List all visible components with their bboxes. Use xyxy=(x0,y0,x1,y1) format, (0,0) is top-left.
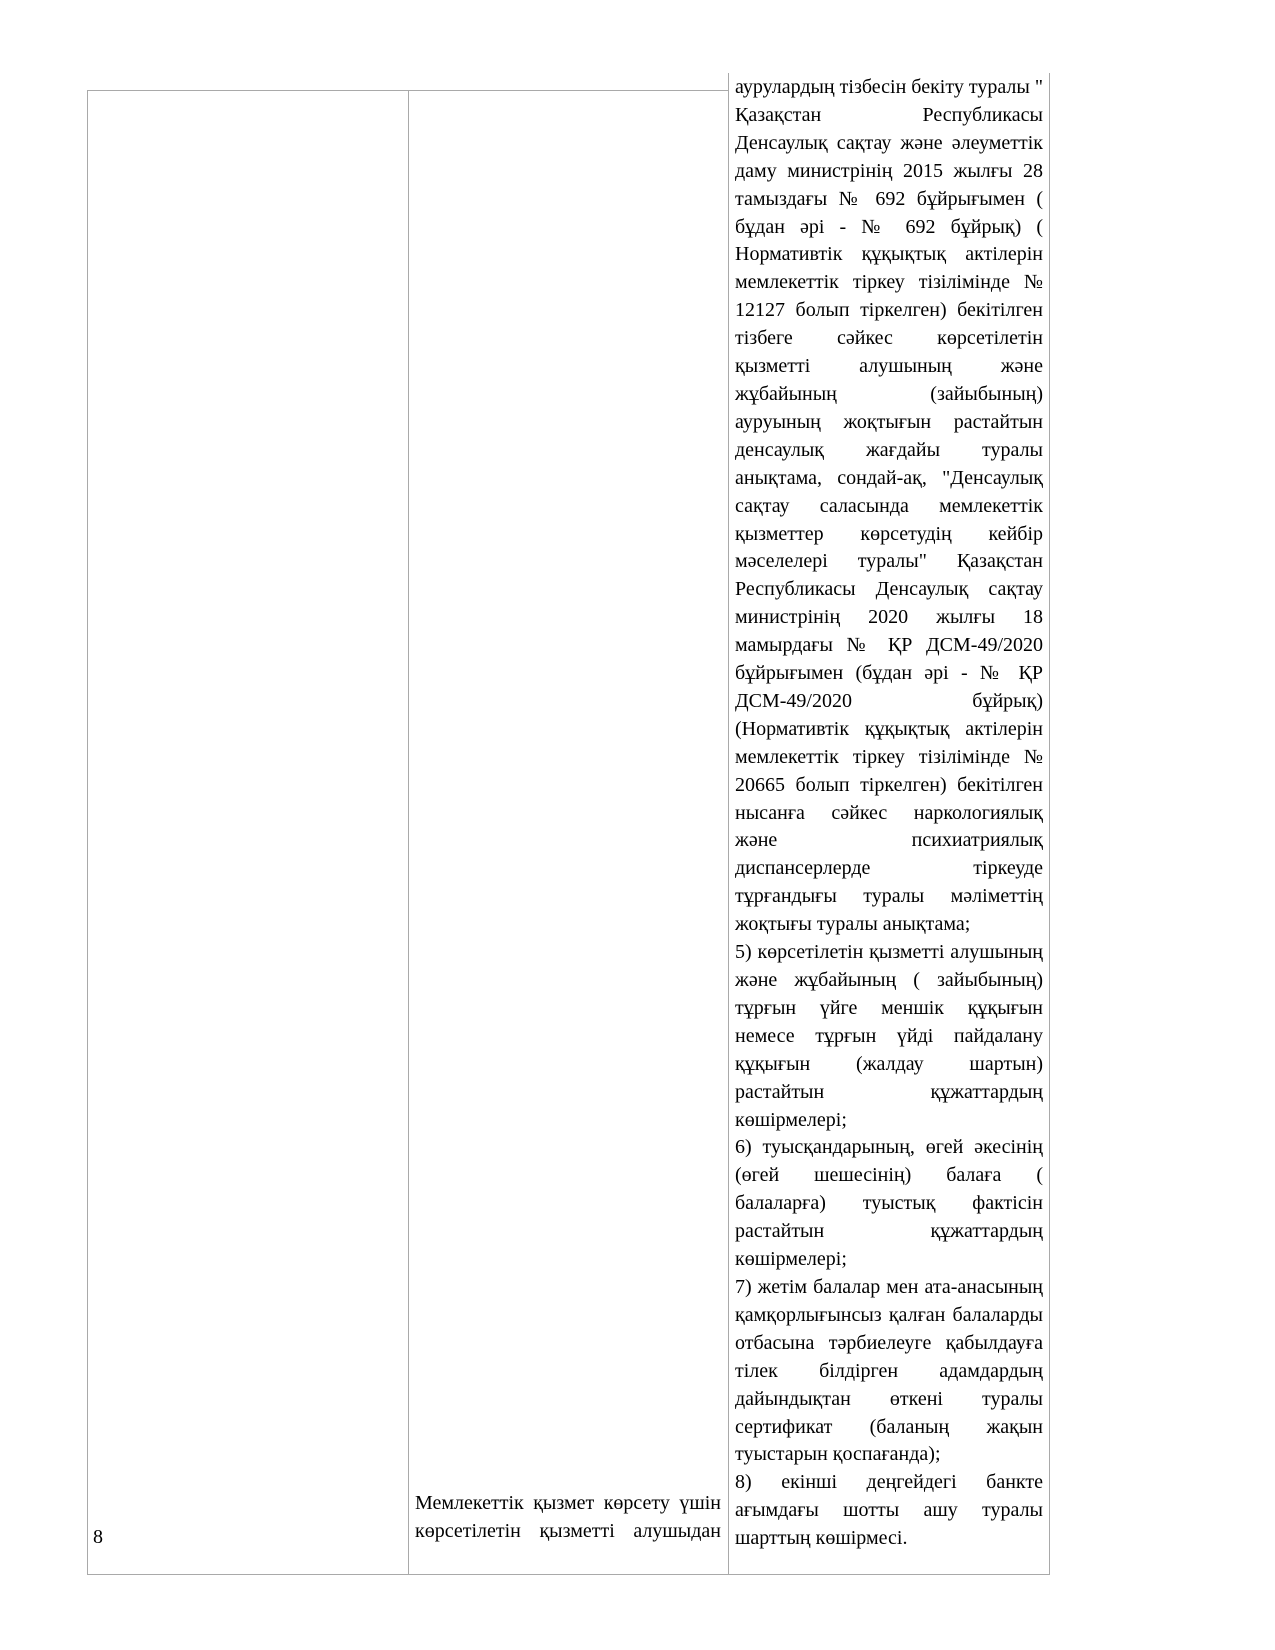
table-row-top-border xyxy=(87,90,729,91)
table-border-col1-col2 xyxy=(408,90,409,1574)
table-border-right xyxy=(1049,73,1050,1574)
request-source-cell: Мемлекеттік қызмет көрсету үшін көрсетілетін қызметті алушыдан xyxy=(415,1492,721,1542)
documents-paragraph-item-7: 7) жетім балалар мен ата-анасының қамқорлығынсыз қалған балаларды отбасына тәрбиелеуге қабылдауға тілек білдірген адамдардың дайындықтан өткені туралы сертификат (баланың жақын туыстарын қоспағанда); xyxy=(735,1275,1043,1466)
documents-paragraph-continuation: аурулардың тізбесін бекіту туралы " Қазақстан Республикасы Денсаулық сақтау және әлеуметтік даму министрінің 2015 жылғы 28 тамыздағы № 692 бұйрығымен ( бұдан әрі - № 692 бұйрық) ( Нормативтік құқықтық актілерін мемлекеттік тіркеу тізілімінде № 12127 болып тіркелген) бекітілген тізбеге сәйкес көрсетілетін қызметті алушының және жұбайының (зайыбының) ауруының жоқтығын растайтын денсаулық жағдайы туралы анықтама, сондай-ақ, "Денсаулық сақтау саласында мемлекеттік қызметтер көрсетудің кейбір мәселелері туралы" Қазақстан Республикасы Денсаулық сақтау министрінің 2020 жылғы 18 мамырдағы № ҚР ДСМ-49/2020 бұйрығымен (бұдан әрі - № ҚР ДСМ-49/2020 бұйрық) (Нормативтік құқықтық актілерін мемлекеттік тіркеу тізілімінде № 20665 болып тіркелген) бекітілген нысанға сәйкес наркологиялық және психиатриялық диспансерлерде тіркеуде тұрғандығы туралы мәліметтің жоқтығы туралы анықтама; xyxy=(735,76,1043,936)
table-bottom-border xyxy=(87,1574,1050,1575)
documents-paragraph-item-6: 6) туысқандарының, өгей әкесінің (өгей шешесінің) балаға ( балаларға) туыстық фактісін растайтын құжаттардың көшірмелері; xyxy=(735,1136,1043,1271)
documents-list-cell xyxy=(735,74,1043,1553)
table-border-left xyxy=(87,90,88,1574)
table-border-col2-col3 xyxy=(728,73,729,1574)
row-number-cell: 8 xyxy=(93,1526,103,1548)
documents-paragraph-item-5: 5) көрсетілетін қызметті алушының және жұбайының ( зайыбының) тұрғын үйге меншік құқығын немесе тұрғын үйді пайдалану құқығын (жалдау шартын) растайтын құжаттардың көшірмелері; xyxy=(735,941,1043,1131)
documents-paragraph-item-8: 8) екінші деңгейдегі банкте ағымдағы шотты ашу туралы шарттың көшірмесі. xyxy=(735,1471,1043,1550)
